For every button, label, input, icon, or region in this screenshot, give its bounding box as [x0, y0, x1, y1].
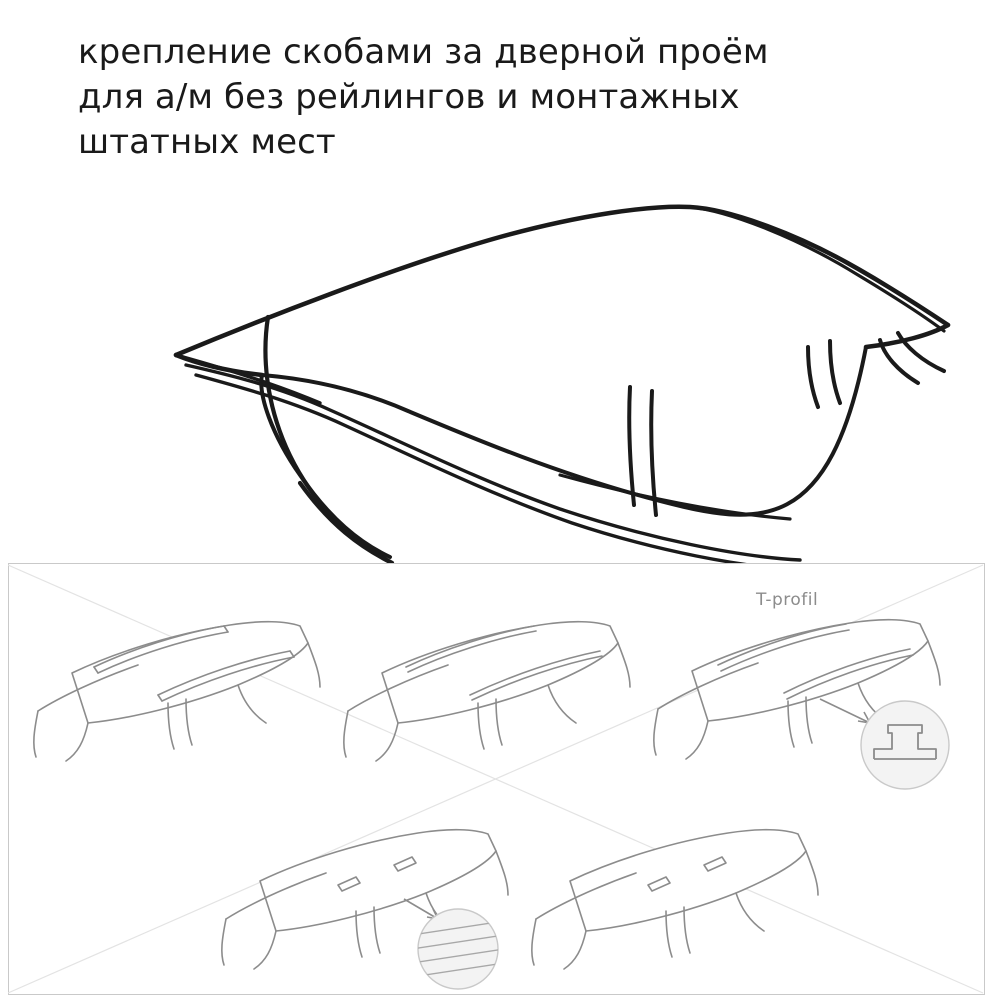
variant-roof-with-raised-rails	[34, 622, 320, 761]
rear-pillar-stubs	[629, 333, 944, 515]
variant-roof-bare-door-frame	[532, 830, 818, 969]
t-profile-detail-circle	[861, 701, 949, 789]
roof-variants-svg	[8, 563, 985, 995]
page-title: крепление скобами за дверной проём для а/м без рейлингов и монтажных штатных мест	[78, 32, 769, 163]
t-profil-label: T-profil	[756, 590, 819, 610]
hero-illustration	[0, 175, 1000, 575]
rear-roof-double-line	[560, 207, 944, 519]
roof-drip-rail-lines	[261, 347, 866, 557]
roof-variants-panel	[8, 563, 985, 995]
t-profile-callout-arrow	[820, 699, 870, 723]
car-roof-outline-svg	[0, 175, 1000, 575]
fix-point-detail-circle	[412, 909, 504, 989]
variant-roof-with-flush-rails	[344, 622, 630, 761]
roof-panel-outline	[176, 207, 948, 375]
